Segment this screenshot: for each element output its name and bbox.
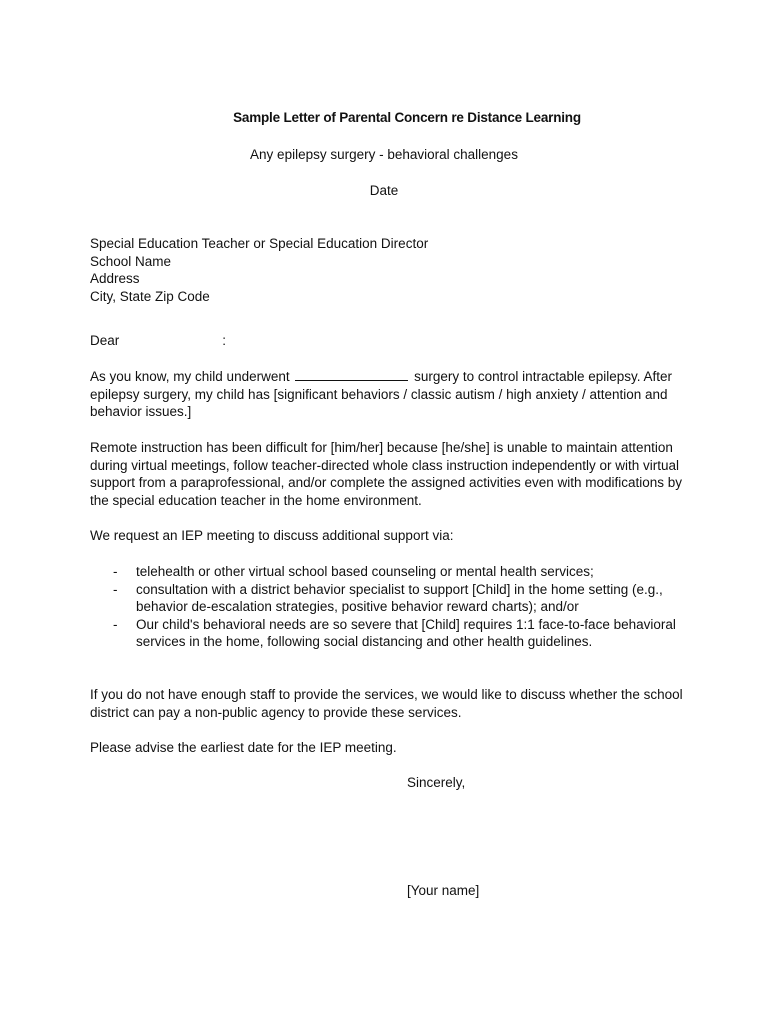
salutation [90, 332, 690, 350]
list-item [90, 581, 690, 616]
paragraph-staffing: If you do not have enough staff to provide the services, we would like to discuss whether the school district can pay a non-public agency to provide these services. [90, 687, 683, 720]
list-dash: - [113, 616, 118, 632]
recipient-line-3: Address [90, 271, 140, 286]
paragraph-remote-instruction: Remote instruction has been difficult for [him/her] because [he/she] is unable to maintain attention during virtual meetings, follow teacher-directed whole class instruction independently or with virtual support from a paraprofessional, and/or complete the assigned activities even with modifications by the special education teacher in the home environment. [90, 440, 683, 508]
letter-closing: Sincerely, [407, 775, 466, 790]
list-item [90, 563, 690, 581]
list-item-text: telehealth or other virtual school based counseling or mental health services; [136, 564, 594, 579]
salutation-colon: : [222, 333, 227, 348]
support-list [90, 563, 690, 651]
recipient-address [90, 235, 690, 305]
surgery-type-blank [295, 369, 408, 381]
signature-name: [Your name] [407, 883, 480, 898]
paragraph-surgery-start: As you know, my child underwent [90, 369, 290, 384]
paragraph-surgery [90, 368, 690, 421]
recipient-line-4: City, State Zip Code [90, 288, 210, 304]
list-item-text: Our child's behavioral needs are so severe that [Child] requires 1:1 face-to-face behavioral services in the home, following social distancing and other health guidelines. [136, 616, 676, 649]
letter-subtitle: Any epilepsy surgery - behavioral challenges [250, 147, 518, 162]
list-item-text: consultation with a district behavior specialist to support [Child] in the home setting (e.g., behavior de-escalation strategies, positive behavior reward charts); and/or [136, 581, 663, 614]
paragraph-request: We request an IEP meeting to discuss additional support via: [90, 528, 454, 543]
letter-title: Sample Letter of Parental Concern re Distance Learning [233, 110, 581, 125]
salutation-greeting: Dear [90, 333, 120, 348]
paragraph-surgery-end: surgery to control intractable epilepsy. After epilepsy surgery, my child has [significant behaviors / classic autism / high anxiety / attention and behavior issues.] [90, 369, 673, 419]
list-dash: - [113, 564, 118, 579]
list-dash: - [113, 581, 118, 597]
paragraph-advise-date: Please advise the earliest date for the IEP meeting. [90, 740, 397, 755]
recipient-line-2: School Name [90, 253, 172, 269]
letter-date: Date [369, 183, 399, 198]
list-item [90, 616, 690, 651]
recipient-line-1: Special Education Teacher or Special Education Director [90, 236, 429, 251]
